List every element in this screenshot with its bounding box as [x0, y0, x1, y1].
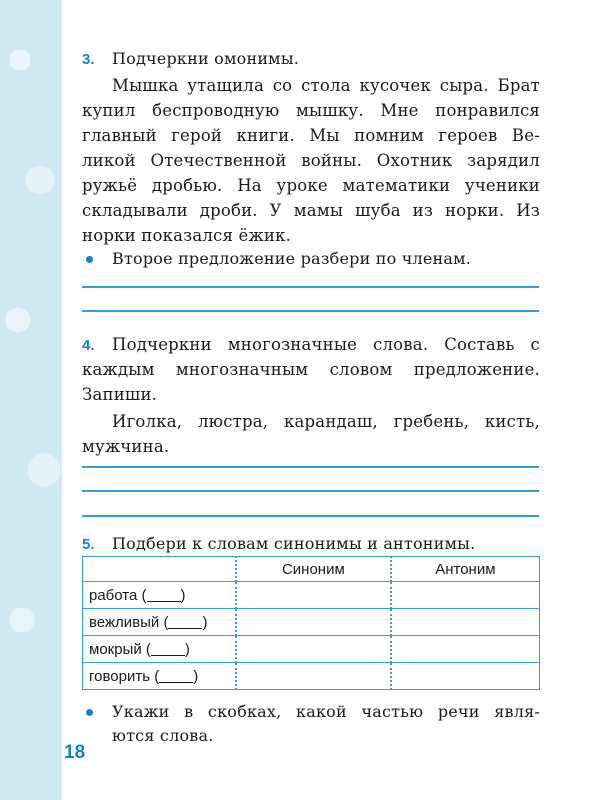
task5-number: 5.	[82, 536, 95, 553]
bullet-icon	[86, 256, 93, 263]
table-cell-word	[83, 582, 237, 609]
paren-close: )	[184, 640, 190, 658]
task4-title-line-2: каждым многозначным словом предложение.	[82, 360, 540, 379]
task3-line-6: складывали дроби. У мамы шуба из норки. Из	[82, 201, 540, 220]
table-header-row	[83, 557, 540, 582]
table-row	[83, 663, 540, 690]
table-header-word	[83, 557, 237, 582]
answer-line[interactable]	[82, 310, 539, 312]
decorative-sidebar	[0, 0, 62, 800]
answer-line[interactable]	[82, 490, 539, 492]
paren-close: )	[202, 613, 208, 631]
sidebar-edge	[62, 0, 65, 800]
word-label: вежливый	[89, 613, 160, 631]
task3-line-5: ружьё дробью. На уроке математики ученики	[82, 176, 540, 195]
part-of-speech-blank[interactable]	[168, 614, 202, 629]
antonym-cell[interactable]	[391, 609, 540, 636]
synonym-cell[interactable]	[236, 609, 391, 636]
word-label: говорить	[89, 667, 151, 685]
task4-title-line-1: Подчеркни многозначные слова. Составь с	[112, 335, 540, 354]
word-label: работа	[89, 586, 138, 604]
task4-number: 4.	[82, 337, 95, 354]
task3-line-1: Мышка утащила со стола кусочек сыра. Брат	[112, 76, 540, 95]
paren-close: )	[180, 586, 186, 604]
bullet-icon	[86, 709, 93, 716]
paren-close: )	[193, 667, 199, 685]
task3-line-7: норки показался ёжик.	[82, 226, 292, 245]
part-of-speech-blank[interactable]	[151, 641, 185, 656]
task4-title-line-3: Запиши.	[82, 385, 158, 404]
word-label: мокрый	[89, 640, 142, 658]
table-header-synonym: Синоним	[236, 557, 391, 582]
table-cell-word	[83, 609, 237, 636]
paren-open: (	[145, 640, 151, 658]
paren-open: (	[163, 613, 169, 631]
task4-words-line-2: мужчина.	[82, 437, 170, 456]
part-of-speech-blank[interactable]	[147, 587, 181, 602]
table-row	[83, 636, 540, 663]
task3-line-3: главный герой книги. Мы помним героев Ве-	[82, 126, 540, 145]
part-of-speech-blank[interactable]	[159, 668, 193, 683]
table-row	[83, 609, 540, 636]
antonym-cell[interactable]	[391, 636, 540, 663]
synonym-cell[interactable]	[236, 663, 391, 690]
paren-open: (	[141, 586, 147, 604]
task3-title: Подчеркни омонимы.	[112, 49, 300, 68]
table-row	[83, 582, 540, 609]
answer-line[interactable]	[82, 466, 539, 468]
page-number: 18	[64, 742, 86, 763]
task5-bullet-line-1: Укажи в скобках, какой частью речи явля-	[112, 702, 540, 721]
paren-open: (	[154, 667, 160, 685]
antonym-cell[interactable]	[391, 582, 540, 609]
answer-line[interactable]	[82, 515, 539, 517]
table-header-antonym: Антоним	[391, 557, 540, 582]
task3-line-2: купил беспроводную мышку. Мне понравился	[82, 101, 540, 120]
table-cell-word	[83, 636, 237, 663]
table-cell-word	[83, 663, 237, 690]
task3-number: 3.	[82, 51, 95, 68]
synonym-antonym-table	[82, 556, 540, 690]
synonym-cell[interactable]	[236, 582, 391, 609]
antonym-cell[interactable]	[391, 663, 540, 690]
task4-words-line-1: Иголка, люстра, карандаш, гребень, кисть,	[112, 412, 540, 431]
task5-bullet-line-2: ются слова.	[112, 726, 214, 745]
task5-title: Подбери к словам синонимы и антонимы.	[112, 534, 476, 553]
task3-line-4: ликой Отечественной войны. Охотник зарядил	[82, 151, 540, 170]
answer-line[interactable]	[82, 286, 539, 288]
task3-bullet-text: Второе предложение разбери по членам.	[112, 249, 472, 268]
synonym-cell[interactable]	[236, 636, 391, 663]
